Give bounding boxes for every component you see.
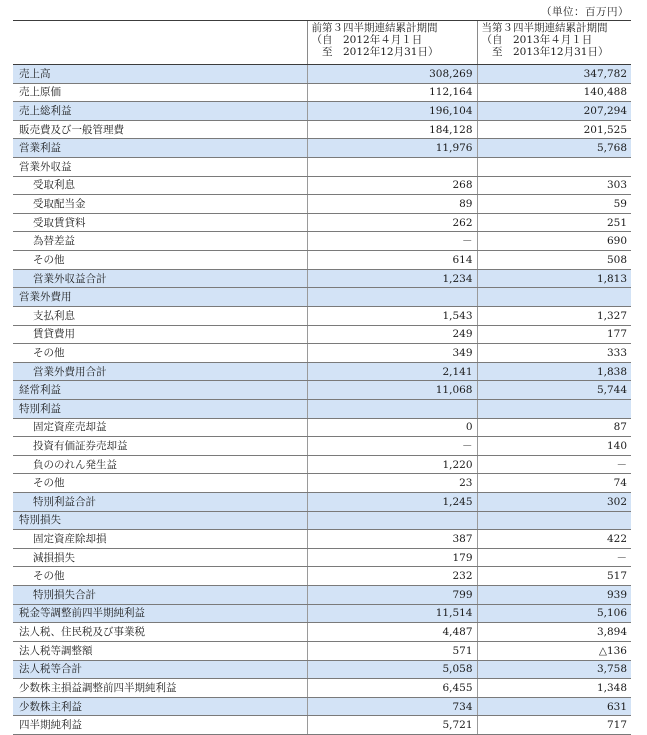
curr-period-header: 当第３四半期連結累計期間 （自 2013年４月１日 至 2013年12月31日） bbox=[477, 21, 631, 65]
item-column-header bbox=[13, 21, 307, 65]
curr-value: － bbox=[477, 455, 631, 474]
prev-value: 6,455 bbox=[307, 679, 477, 698]
row-label: 負ののれん発生益 bbox=[13, 455, 307, 474]
row-label: 少数株主利益 bbox=[13, 697, 307, 716]
row-label: 法人税等合計 bbox=[13, 660, 307, 679]
curr-value: 74 bbox=[477, 474, 631, 493]
table-row bbox=[13, 455, 631, 474]
curr-value bbox=[477, 158, 631, 177]
row-label: 減損損失 bbox=[13, 548, 307, 567]
row-label: 営業利益 bbox=[13, 139, 307, 158]
row-label: 少数株主損益調整前四半期純利益 bbox=[13, 679, 307, 698]
prev-value: 179 bbox=[307, 548, 477, 567]
prev-value: 112,164 bbox=[307, 83, 477, 102]
table-row bbox=[13, 232, 631, 251]
table-row bbox=[13, 660, 631, 679]
curr-value: 302 bbox=[477, 493, 631, 512]
curr-value: 140 bbox=[477, 437, 631, 456]
row-label: 特別損失合計 bbox=[13, 586, 307, 605]
row-label: 法人税、住民税及び事業税 bbox=[13, 623, 307, 642]
curr-value: 207,294 bbox=[477, 102, 631, 121]
table-row bbox=[13, 604, 631, 623]
prev-value: 1,543 bbox=[307, 306, 477, 325]
curr-value: 939 bbox=[477, 586, 631, 605]
prev-value: 232 bbox=[307, 567, 477, 586]
table-row bbox=[13, 716, 631, 735]
curr-value bbox=[477, 288, 631, 307]
row-label: 法人税等調整額 bbox=[13, 641, 307, 660]
prev-value bbox=[307, 288, 477, 307]
curr-value: 177 bbox=[477, 325, 631, 344]
row-label: 営業外費用合計 bbox=[13, 362, 307, 381]
prev-value: － bbox=[307, 437, 477, 456]
curr-value: 201,525 bbox=[477, 120, 631, 139]
row-label: 特別利益合計 bbox=[13, 493, 307, 512]
curr-value: － bbox=[477, 548, 631, 567]
table-row bbox=[13, 548, 631, 567]
table-row bbox=[13, 213, 631, 232]
curr-value: 1,813 bbox=[477, 269, 631, 288]
prev-value: 1,220 bbox=[307, 455, 477, 474]
prev-value bbox=[307, 158, 477, 177]
row-label: 販売費及び一般管理費 bbox=[13, 120, 307, 139]
row-label: 経常利益 bbox=[13, 381, 307, 400]
curr-value: 690 bbox=[477, 232, 631, 251]
table-row bbox=[13, 437, 631, 456]
row-label: その他 bbox=[13, 344, 307, 363]
prev-value bbox=[307, 511, 477, 530]
table-row bbox=[13, 362, 631, 381]
curr-value: 347,782 bbox=[477, 65, 631, 84]
table-row bbox=[13, 325, 631, 344]
curr-value: 1,327 bbox=[477, 306, 631, 325]
prev-value: 262 bbox=[307, 213, 477, 232]
curr-value: 5,768 bbox=[477, 139, 631, 158]
prev-value: 308,269 bbox=[307, 65, 477, 84]
table-row bbox=[13, 344, 631, 363]
row-label: 営業外収益合計 bbox=[13, 269, 307, 288]
table-row bbox=[13, 251, 631, 270]
row-label: 支払利息 bbox=[13, 306, 307, 325]
row-label: 売上原価 bbox=[13, 83, 307, 102]
row-label: その他 bbox=[13, 251, 307, 270]
table-row bbox=[13, 120, 631, 139]
table-row bbox=[13, 139, 631, 158]
curr-value: 517 bbox=[477, 567, 631, 586]
prev-value: － bbox=[307, 232, 477, 251]
prev-value: 799 bbox=[307, 586, 477, 605]
row-label: 営業外収益 bbox=[13, 158, 307, 177]
table-row bbox=[13, 511, 631, 530]
table-row bbox=[13, 641, 631, 660]
curr-value: 422 bbox=[477, 530, 631, 549]
prev-value: 5,721 bbox=[307, 716, 477, 735]
curr-value: 333 bbox=[477, 344, 631, 363]
row-label: 受取利息 bbox=[13, 176, 307, 195]
row-label: 為替差益 bbox=[13, 232, 307, 251]
row-label: 受取配当金 bbox=[13, 195, 307, 214]
prev-value bbox=[307, 399, 477, 418]
table-row bbox=[13, 586, 631, 605]
prev-value: 268 bbox=[307, 176, 477, 195]
row-label: 税金等調整前四半期純利益 bbox=[13, 604, 307, 623]
curr-value bbox=[477, 399, 631, 418]
curr-value: 631 bbox=[477, 697, 631, 716]
prev-value: 0 bbox=[307, 418, 477, 437]
prev-period-header: 前第３四半期連結累計期間 （自 2012年４月１日 至 2012年12月31日） bbox=[307, 21, 477, 65]
income-statement-table bbox=[13, 20, 631, 735]
row-label: その他 bbox=[13, 474, 307, 493]
table-row bbox=[13, 567, 631, 586]
row-label: 売上高 bbox=[13, 65, 307, 84]
curr-value: 717 bbox=[477, 716, 631, 735]
curr-value: 140,488 bbox=[477, 83, 631, 102]
table-row bbox=[13, 399, 631, 418]
table-row bbox=[13, 269, 631, 288]
row-label: 特別損失 bbox=[13, 511, 307, 530]
curr-value: 5,106 bbox=[477, 604, 631, 623]
row-label: 営業外費用 bbox=[13, 288, 307, 307]
prev-value: 349 bbox=[307, 344, 477, 363]
prev-value: 4,487 bbox=[307, 623, 477, 642]
prev-value: 5,058 bbox=[307, 660, 477, 679]
table-row bbox=[13, 288, 631, 307]
table-header-row bbox=[13, 21, 631, 65]
row-label: 固定資産売却益 bbox=[13, 418, 307, 437]
row-label: その他 bbox=[13, 567, 307, 586]
prev-value: 11,514 bbox=[307, 604, 477, 623]
table-row bbox=[13, 306, 631, 325]
curr-value: 1,348 bbox=[477, 679, 631, 698]
table-row bbox=[13, 65, 631, 84]
table-row bbox=[13, 195, 631, 214]
prev-value: 184,128 bbox=[307, 120, 477, 139]
prev-value: 23 bbox=[307, 474, 477, 493]
prev-value: 387 bbox=[307, 530, 477, 549]
table-row bbox=[13, 493, 631, 512]
curr-value: 1,838 bbox=[477, 362, 631, 381]
prev-value: 2,141 bbox=[307, 362, 477, 381]
table-row bbox=[13, 102, 631, 121]
curr-value: 3,894 bbox=[477, 623, 631, 642]
table-row bbox=[13, 418, 631, 437]
prev-value: 1,245 bbox=[307, 493, 477, 512]
curr-value: 251 bbox=[477, 213, 631, 232]
curr-value: △136 bbox=[477, 641, 631, 660]
curr-value: 303 bbox=[477, 176, 631, 195]
curr-value: 87 bbox=[477, 418, 631, 437]
table-row bbox=[13, 623, 631, 642]
table-row bbox=[13, 158, 631, 177]
curr-value: 59 bbox=[477, 195, 631, 214]
curr-value: 5,744 bbox=[477, 381, 631, 400]
curr-value bbox=[477, 511, 631, 530]
curr-value: 3,758 bbox=[477, 660, 631, 679]
prev-value: 571 bbox=[307, 641, 477, 660]
prev-value: 1,234 bbox=[307, 269, 477, 288]
row-label: 四半期純利益 bbox=[13, 716, 307, 735]
prev-value: 614 bbox=[307, 251, 477, 270]
table-row bbox=[13, 176, 631, 195]
row-label: 賃貸費用 bbox=[13, 325, 307, 344]
row-label: 固定資産除却損 bbox=[13, 530, 307, 549]
table-row bbox=[13, 381, 631, 400]
prev-value: 11,976 bbox=[307, 139, 477, 158]
curr-value: 508 bbox=[477, 251, 631, 270]
row-label: 受取賃貸料 bbox=[13, 213, 307, 232]
row-label: 投資有価証券売却益 bbox=[13, 437, 307, 456]
unit-label: （単位：百万円） bbox=[541, 6, 629, 18]
prev-value: 11,068 bbox=[307, 381, 477, 400]
prev-value: 89 bbox=[307, 195, 477, 214]
prev-value: 196,104 bbox=[307, 102, 477, 121]
prev-value: 249 bbox=[307, 325, 477, 344]
table-row bbox=[13, 530, 631, 549]
table-row bbox=[13, 474, 631, 493]
table-row bbox=[13, 679, 631, 698]
table-row bbox=[13, 83, 631, 102]
prev-value: 734 bbox=[307, 697, 477, 716]
row-label: 売上総利益 bbox=[13, 102, 307, 121]
row-label: 特別利益 bbox=[13, 399, 307, 418]
table-row bbox=[13, 697, 631, 716]
